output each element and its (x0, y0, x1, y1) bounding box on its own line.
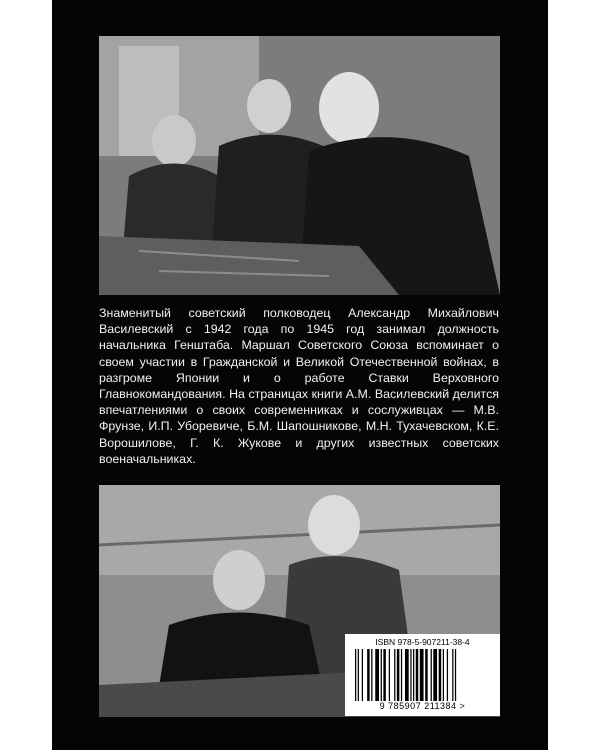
barcode-number: 9 785907 211384 > (379, 701, 466, 711)
book-description: Знаменитый советский полководец Александр Михайлович Василевский с 1942 года по 1945 год занимал должность начальника Генштаба. Маршал Советского Союза вспоминает о своем участии в Гражданской и Великой Отечественной войнах, в разгроме Японии и о работе Ставки Верховного Главнокомандования. На страницах книги А.М. Василевский делится впечатлениями о своих современниках и сослуживцах — М.В. Фрунзе, И.П. Уборевиче, Б.М. Шапошникове, М.Н. Тухачевском, К.Е. Ворошилове, Г. К. Жукове и других известных советских военачальниках. (99, 306, 499, 466)
barcode-block (345, 634, 500, 716)
barcode-icon (355, 649, 491, 701)
photo-officers-at-map-drawing (99, 36, 500, 295)
isbn-label: ISBN 978-5-907211-38-4 (375, 637, 470, 647)
photo-officers-at-map (99, 36, 500, 295)
